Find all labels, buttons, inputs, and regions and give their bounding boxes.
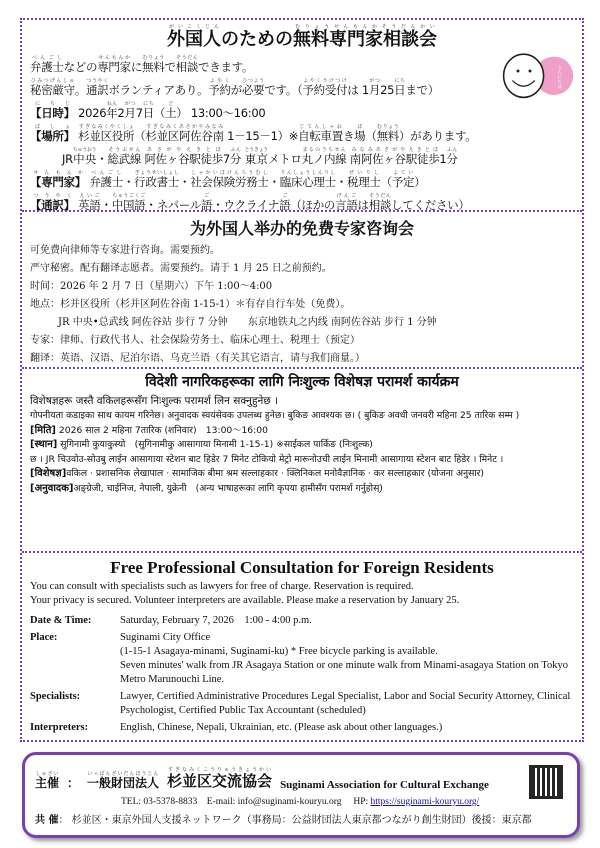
- divider: [22, 551, 582, 553]
- nepali-date: 2026 साल 2 महिना 7तारिक (शनिवार) 13:00～16:00: [56, 424, 268, 436]
- ruby-segment: ）があります。: [398, 129, 477, 143]
- hp-label: HP:: [353, 797, 369, 807]
- ruby-segment: 語ご: [279, 193, 291, 212]
- ruby-segment: 阿佐ヶ谷駅徒歩あさがやえきとほ: [144, 147, 223, 166]
- email[interactable]: E-mail: info@suginami-kouryu.org: [206, 797, 342, 807]
- ruby-segment: 日にち: [142, 101, 154, 120]
- nepali-interp-label: [अनुवादक]: [30, 482, 74, 494]
- ruby-segment: 相談そうだん: [368, 193, 392, 212]
- detail-label: Interpreters:: [30, 722, 89, 733]
- ruby-segment: き: [342, 129, 355, 143]
- ruby-segment: 秘密厳守ひみつげんしゅ: [30, 78, 75, 97]
- ruby-segment: ・: [122, 175, 135, 189]
- cn-line: 严守秘密。配有翻译志愿者。需要预约。请于 1 月 25 日之前预约。: [30, 263, 332, 274]
- ruby-segment: （ほかの: [290, 198, 336, 212]
- ruby-segment: 1－15－1）※: [223, 129, 299, 143]
- english-detail-row: [30, 721, 574, 735]
- detail-value: Lawyer, Certified Administrative Procedures Legal Specialist, Labor and Social Security Attorney, Clinical Psychologist, Certified Public Tax Accountant (scheduled): [120, 691, 571, 716]
- chinese-title: 为外国人举办的免费专家咨询会: [189, 219, 414, 238]
- nepali-subtitle: विशेषज्ञहरू जस्तै वकिलहरूसँग निःशुल्क परामर्श लिन सक्नुहुनेछ ।: [30, 395, 279, 407]
- cn-line: 可免费向律师等专家进行咨询。需要预约。: [30, 245, 220, 256]
- ruby-segment: 予約よやく: [208, 78, 231, 97]
- nepali-place-label: [स्थान]: [30, 439, 58, 450]
- jp-line: [30, 124, 574, 147]
- ruby-segment: 中央ちゅうおう: [72, 147, 97, 166]
- detail-value: (1-15-1 Asagaya-minami, Suginami-ku) * Free bicycle parking is available.: [120, 646, 438, 657]
- ruby-segment: 月がつ: [124, 101, 136, 120]
- ruby-segment: 杉並区役所すぎなみくやくしょ: [78, 124, 135, 143]
- homepage-link[interactable]: https://suginami-kouryu.org/: [370, 797, 480, 807]
- smiley-konnichiwa-icon: [498, 48, 578, 102]
- nepali-place: सुगिनामी कुयाकुस्यो (सुगिनामीकु आसागाया मिनामी 1-15-1) ※साईकल पार्किङ (निःशुल्क): [57, 439, 373, 450]
- organizer-footer: 主催しゅさい ： 一般財団法人いっぱんざいだんほうじん 杉並区交流協会すぎなみくこうりゅうきょうかい Suginami Association for Cultural Exchange TEL: 03-5378-8833 E-mail: info@suginami-kouryu.org HP: https://suginami-kouryu.org/ 共 催： 杉並区・東京外国人支援ネットワーク（事務局：公益財団法人東京都つながり創生財団）後援：東京都: [22, 752, 580, 838]
- qr-code-icon[interactable]: [529, 765, 563, 799]
- ruby-segment: 丸ノ内線まるのうちせん: [301, 147, 347, 166]
- ruby-segment: 相談そうだん: [175, 55, 199, 74]
- ruby-segment: 2026: [74, 106, 107, 120]
- ruby-segment: 無料むりょう: [142, 55, 165, 74]
- english-intro: Your privacy is secured. Volunteer interpreters are available. Please make a reservation by January 25.: [30, 595, 460, 606]
- ruby-segment: 。: [74, 83, 87, 97]
- ruby-segment: 行政書士ぎょうせいしょし: [134, 170, 179, 189]
- nepali-experts: वकिल · प्रशासनिक लेखापाल · सामाजिक बीमा श्रम सल्लाहकार · क्लिनिकल मनोवैज्ञानिक · कर सल्लाहकार (योजना अनुसार): [66, 468, 485, 479]
- cn-line: JR 中央•总武线 阿佐谷站 步行 7 分钟 东京地铁丸之内线 南阿佐谷站 步行 1 分钟: [58, 317, 437, 328]
- ruby-segment: 自転車置じてんしゃお: [298, 124, 343, 143]
- english-detail-row: [30, 631, 574, 687]
- divider: [22, 367, 582, 369]
- ruby-segment: は 1: [347, 83, 369, 97]
- ruby-segment: で: [164, 60, 176, 74]
- detail-value: Suginami City Office: [120, 632, 211, 643]
- jp-line: [30, 193, 574, 216]
- ruby-segment: 無料むりょう: [376, 124, 399, 143]
- ruby-segment: 杉並区阿佐谷南すぎなみくあさがやみなみ: [145, 124, 224, 143]
- ruby-segment: 25: [380, 83, 395, 97]
- ruby-segment: 税理士ぜいりし: [347, 170, 381, 189]
- ruby-segment: 中国語ちゅうごくご: [111, 193, 146, 212]
- ruby-segment: ・ウクライナ: [212, 198, 280, 212]
- english-section: [22, 556, 582, 738]
- ruby-segment: 無料専門家相談会むりょうせんもんかそうだんかい: [293, 24, 437, 50]
- ruby-segment: 総武線そうぶせん: [107, 147, 142, 166]
- ruby-segment: 【専門家】せんもんか: [30, 170, 86, 189]
- english-detail-row: [30, 690, 574, 718]
- english-title: Free Professional Consultation for Foreign Residents: [110, 558, 494, 577]
- cn-line: 时间：2026 年 2 月 7 日（星期六）下午 1:00～4:00: [30, 281, 273, 292]
- detail-label: Date & Time:: [30, 615, 92, 626]
- badge-text: こんにちは: [556, 64, 562, 89]
- cn-line: 翻译：英语、汉语、尼泊尔语、乌克兰语（有关其它语言，请与我们商量。）: [30, 353, 365, 364]
- ruby-segment: 言語げんご: [335, 193, 358, 212]
- ruby-segment: ）: [414, 175, 426, 189]
- ruby-segment: 弁護士べんごし: [89, 170, 123, 189]
- jp-line: [30, 101, 574, 124]
- ruby-segment: 予約受付よやくうけつけ: [302, 78, 348, 97]
- ruby-segment: 社会保険労務士しゃかいほけんろうむし: [190, 170, 269, 189]
- ruby-segment: 年ねん: [106, 101, 118, 120]
- ruby-segment: 弁護士べんごし: [30, 55, 64, 74]
- ruby-segment: 語ご: [201, 193, 213, 212]
- ruby-segment: ・: [96, 152, 108, 166]
- ruby-segment: ・: [335, 175, 347, 189]
- chinese-section: [22, 216, 582, 368]
- ruby-segment: （: [134, 129, 146, 143]
- english-details: [30, 614, 574, 735]
- english-detail-row: [30, 614, 574, 628]
- host-org: 杉並区交流協会すぎなみくこうりゅうきょうかい: [167, 767, 273, 790]
- cn-line: 地点：杉并区役所（杉并区阿佐谷南 1-15-1）＊有存自行车处（免费）。: [30, 299, 351, 310]
- ruby-segment: ボランティアあり。: [108, 83, 209, 97]
- nepali-title: विदेशी नागरिकहरूका लागि निःशुल्क विशेषज्ञ परामर्श कार्यक्रम: [145, 374, 459, 390]
- ruby-segment: （: [365, 129, 377, 143]
- jp-line: [30, 78, 574, 101]
- japanese-title: [30, 24, 574, 55]
- detail-label: Specialists:: [30, 691, 81, 702]
- ruby-segment: まで）: [405, 83, 439, 97]
- ruby-segment: （: [380, 175, 392, 189]
- ruby-segment: 通訳つうやく: [86, 78, 109, 97]
- flyer-frame: [20, 18, 584, 742]
- ruby-segment: ・: [178, 175, 191, 189]
- cohost-label: 共 催: [35, 815, 59, 826]
- ruby-segment: 1: [439, 152, 447, 166]
- ruby-segment: 場ば: [354, 124, 366, 143]
- divider: [22, 210, 582, 212]
- jp-line: [30, 147, 574, 170]
- ruby-segment: ・: [268, 175, 280, 189]
- ruby-segment: に: [130, 60, 143, 74]
- ruby-segment: 2: [117, 106, 125, 120]
- detail-value: Seven minutes' walk from JR Asagaya Station or one minute walk from Minami-asagaya Station on Tokyo Metro Marunouchi Line.: [120, 660, 569, 685]
- ruby-segment: 分ふん: [229, 147, 242, 166]
- ruby-segment: 7: [135, 106, 143, 120]
- cn-line: 专家：律师、行政代书人、社会保险劳务士、临床心理士、税理士（预定）: [30, 335, 360, 346]
- ruby-segment: 外国人がいこくじん: [167, 24, 221, 50]
- ruby-segment: 専門家せんもんか: [97, 55, 131, 74]
- ruby-segment: ・ネパール: [145, 198, 202, 212]
- ruby-segment: 英語えいご: [78, 193, 101, 212]
- ruby-segment: できます。: [198, 60, 254, 74]
- cohost: 杉並区・東京外国人支援ネットワーク（事務局：公益財団法人東京都つながり創生財団）後援：東京都: [71, 815, 532, 826]
- jp-line: [30, 170, 574, 193]
- nepali-section: [22, 371, 582, 496]
- nepali-experts-label: [विशेषज्ञ]: [30, 468, 67, 479]
- japanese-body: [30, 55, 574, 216]
- ruby-segment: （: [153, 106, 166, 120]
- detail-value: English, Chinese, Nepali, Ukrainian, etc. (Please ask about other languages.): [120, 722, 443, 733]
- ruby-segment: です。（: [264, 83, 303, 97]
- ruby-segment: ・: [100, 198, 112, 212]
- ruby-segment: ） 13:00～16:00: [176, 106, 266, 120]
- ruby-segment: 日にち: [394, 78, 406, 97]
- ruby-segment: 【通訳】つうやく: [30, 193, 75, 212]
- ruby-segment: メトロ: [267, 152, 302, 166]
- ruby-segment: のための: [221, 29, 293, 50]
- host-label: 主催しゅさい: [35, 771, 60, 790]
- ruby-segment: 予定よてい: [391, 170, 415, 189]
- ruby-segment: 【日時】にちじ: [30, 101, 75, 120]
- nepali-access: छ । JR चिउवोउ-सोउबु लाईन आसागाया स्टेशन बाट हिडेर 7 मिनेट टोकियो मेट्रो मारूनोउची लाईन मिनामी आसागाया स्टेशन बाट हिडेर । मिनेट ।: [30, 453, 504, 465]
- ruby-segment: が: [230, 83, 242, 97]
- jp-line: [30, 55, 574, 78]
- host-type: 一般財団法人いっぱんざいだんほうじん: [87, 771, 160, 790]
- nepali-interp: अङ्ग्रेजी, चाईनिज, नेपाली, युक्रेनी (अन्य भाषाहरूका लागि कृपया हामीसँग परामर्श गर्नुहोस्): [73, 482, 383, 494]
- ruby-segment: などの: [63, 60, 98, 74]
- ruby-segment: は: [357, 198, 369, 212]
- ruby-segment: 南阿佐ヶ谷駅徒歩みなみあさがやえきとほ: [349, 147, 440, 166]
- ruby-segment: 東京とうきょう: [244, 147, 268, 166]
- ruby-segment: 分ふん: [446, 147, 458, 166]
- nepali-date-label: [मिति]: [30, 424, 57, 436]
- ruby-segment: してください）: [391, 198, 470, 212]
- ruby-segment: 土ど: [165, 101, 177, 120]
- ruby-segment: 7: [222, 152, 230, 166]
- detail-label: Place:: [30, 632, 58, 643]
- nepali-privacy: गोपनीयता कडाइका साथ कायम गरिनेछ। अनुवादक स्वयंसेवक उपलब्ध हुनेछ। बुकिङ आवश्यक छ। ( बुकिङ अवधी जनवरी महिना 25 तारिक सम्म ): [30, 410, 520, 421]
- english-intro: You can consult with specialists such as lawyers for free of charge. Reservation is required.: [30, 581, 414, 592]
- ruby-segment: 月がつ: [368, 78, 381, 97]
- host-org-english: Suginami Association for Cultural Exchange: [280, 779, 489, 791]
- ruby-segment: 臨床心理士りんしょうしんりし: [279, 170, 336, 189]
- ruby-segment: 必要ひつよう: [241, 78, 265, 97]
- ruby-segment: 【場所】ばしょ: [30, 124, 75, 143]
- detail-value: Saturday, February 7, 2026 1:00 - 4:00 p.m.: [120, 615, 312, 626]
- tel: TEL: 03-5378-8833: [121, 797, 198, 807]
- ruby-segment: JR: [62, 152, 73, 166]
